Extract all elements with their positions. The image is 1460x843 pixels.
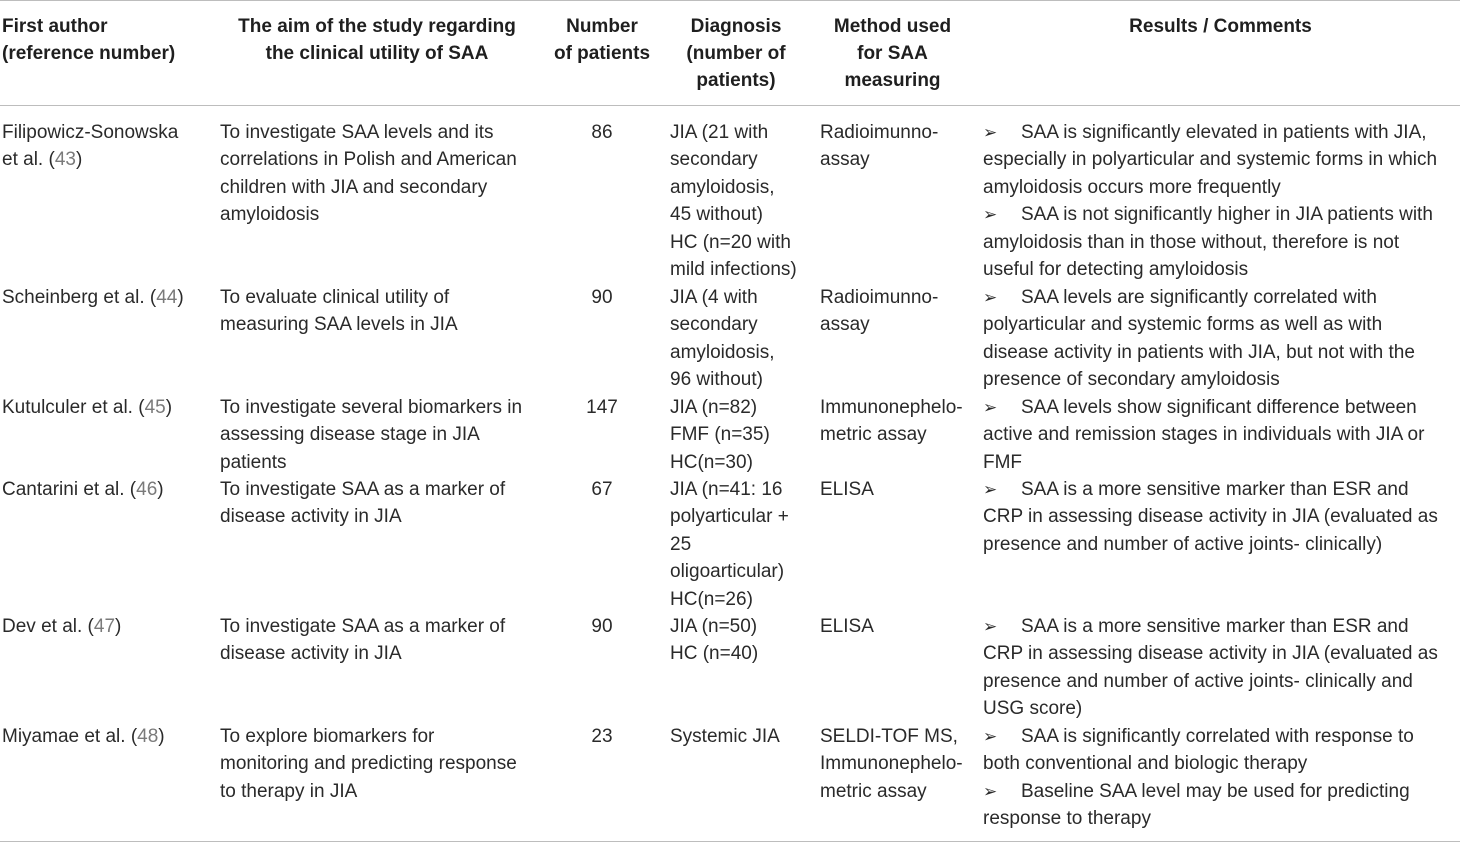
header-patients-line: Number [566,16,638,37]
author-line: Cantarini et al. ( [2,479,137,500]
aim-line: correlations in Polish and American [220,149,517,171]
table-bottom-rule [0,841,1460,842]
result-text: polyarticular and systemic forms as well as with [983,314,1383,336]
result-line [983,640,1458,667]
diagnosis-line: FMF (n=35) [670,424,770,446]
cell-results [983,394,1458,476]
header-method-line: for SAA [857,43,928,64]
result-text: SAA is not significantly higher in JIA patients with [1021,204,1433,226]
author-line: Filipowicz-Sonowska [2,122,179,143]
result-text: presence and number of active joints- clinically) [983,533,1383,555]
cell-author [2,119,207,174]
header-diagnosis-line: patients) [696,70,776,91]
result-text: especially in polyarticular and systemic forms in which [983,149,1438,171]
method-line: metric assay [820,780,927,802]
result-text: disease activity in patients with JIA, but not with the [983,341,1415,363]
cell-method [820,284,975,339]
cell-author [2,284,207,311]
result-line [983,311,1458,338]
result-text: both conventional and biologic therapy [983,753,1308,775]
method-line: SELDI-TOF MS, [820,726,958,747]
result-text: amyloidosis than in those without, therefore is not [983,231,1400,253]
cell-results [983,723,1458,833]
result-line [983,613,1458,640]
cell-method [820,613,975,640]
cell-patients: 90 [591,616,613,637]
diagnosis-line: oligoarticular) [670,561,785,583]
cell-aim [220,613,540,668]
cell-aim [220,476,540,531]
cell-results [983,284,1458,394]
aim-line: To evaluate clinical utility of [220,287,450,308]
aim-line: measuring SAA levels in JIA [220,314,458,336]
result-bullet [983,723,1458,778]
reference-link[interactable]: 44 [156,287,178,308]
header-results [983,13,1458,40]
result-line [983,284,1458,311]
arrow-bullet-icon: ➢ [983,781,998,801]
result-text: USG score) [983,698,1083,720]
cell-results [983,119,1458,283]
arrow-bullet-icon: ➢ [983,288,998,307]
author-line-with-ref [2,476,207,503]
arrow-bullet-icon: ➢ [983,727,998,746]
reference-link[interactable]: 45 [144,397,166,418]
author-line-with-ref [2,723,207,750]
header-aim-line: The aim of the study regarding [238,16,516,37]
cell-results [983,476,1458,558]
aim-line: disease activity in JIA [220,643,402,665]
result-line [983,421,1458,448]
method-line: Radioimunno- [820,122,939,143]
aim-line: children with JIA and secondary [220,176,488,198]
cell-diagnosis [670,476,810,613]
author-line-with-ref [2,613,207,640]
diagnosis-line: JIA (n=50) [670,616,758,637]
result-text: SAA is significantly elevated in patients with JIA, [1021,122,1427,143]
arrow-bullet-icon: ➢ [983,398,998,417]
result-text: CRP in assessing disease activity in JIA (evaluated as [983,506,1438,528]
cell-author [2,476,207,503]
author-close-paren: ) [115,616,122,637]
result-line [983,256,1458,283]
result-text: CRP in assessing disease activity in JIA (evaluated as [983,643,1438,665]
result-line [983,201,1458,228]
reference-link[interactable]: 46 [136,479,158,500]
cell-method [820,394,975,449]
cell-aim [220,119,540,229]
aim-line: To investigate SAA levels and its [220,122,494,143]
author-line: Scheinberg et al. ( [2,287,157,308]
author-close-paren: ) [158,726,165,747]
result-line [983,695,1458,722]
header-author [2,13,207,67]
method-line: metric assay [820,424,927,446]
aim-line: disease activity in JIA [220,506,402,528]
header-diagnosis [662,13,810,94]
header-author-line: First author [2,16,108,37]
header-results-line: Results / Comments [1129,16,1312,37]
result-line [983,339,1458,366]
header-method-line: Method used [833,16,952,37]
result-bullet [983,394,1458,476]
method-line: Immunonephelo- [820,753,963,775]
method-line: assay [820,149,870,171]
author-line-with-ref [2,146,207,173]
result-line [983,229,1458,256]
aim-line: To investigate several biomarkers in [220,397,523,418]
result-line [983,366,1458,393]
result-text: amyloidosis occurs more frequently [983,176,1281,198]
result-line [983,174,1458,201]
diagnosis-line: Systemic JIA [670,726,780,747]
diagnosis-line: HC(n=26) [670,588,753,610]
header-patients-line: of patients [553,43,651,64]
author-close-paren: ) [165,397,173,418]
aim-line: amyloidosis [220,204,320,226]
result-text: SAA is significantly correlated with response to [1021,726,1414,747]
author-line: Dev et al. ( [2,616,94,637]
arrow-bullet-icon: ➢ [983,123,998,142]
method-line: Immunonephelo- [820,397,963,418]
diagnosis-line: polyarticular + [670,506,789,528]
cell-diagnosis [670,723,810,750]
method-line: Radioimunno- [820,287,939,308]
result-text: SAA levels are significantly correlated with [1021,287,1377,308]
author-line: et al. ( [2,149,55,171]
cell-patients: 67 [591,479,613,500]
diagnosis-line: 45 without) [670,204,763,226]
diagnosis-line: mild infections) [670,259,797,281]
author-close-paren: ) [177,287,184,308]
reference-link[interactable]: 43 [54,149,76,171]
result-text: FMF [983,451,1023,473]
diagnosis-line: amyloidosis, [670,341,775,363]
cell-aim [220,723,540,805]
arrow-bullet-icon: ➢ [983,617,998,636]
cell-diagnosis [670,394,810,476]
header-method-line: measuring [844,70,941,91]
diagnosis-line: 25 [670,533,692,555]
result-text: active and remission stages in individuals with JIA or [983,424,1425,446]
cell-diagnosis [670,119,810,283]
cell-patients: 90 [591,287,613,308]
aim-line: to therapy in JIA [220,780,358,802]
header-aim-line: the clinical utility of SAA [265,43,489,64]
result-line [983,503,1458,530]
result-text: response to therapy [983,808,1151,830]
cell-aim [220,394,540,476]
result-bullet [983,476,1458,558]
cell-diagnosis [670,613,810,668]
diagnosis-line: secondary [670,149,758,171]
result-line [983,531,1458,558]
result-bullet [983,201,1458,283]
result-line [983,805,1458,832]
result-line [983,394,1458,421]
result-bullet [983,778,1458,833]
cell-author [2,613,207,640]
arrow-bullet-icon: ➢ [983,205,998,225]
diagnosis-line: HC (n=40) [670,643,759,665]
result-line [983,723,1458,750]
aim-line: assessing disease stage in JIA [220,424,480,446]
author-line: Miyamae et al. ( [2,726,138,747]
reference-link[interactable]: 47 [93,616,116,637]
author-line-with-ref [2,284,207,311]
aim-line: monitoring and predicting response [220,753,517,775]
result-text: SAA is a more sensitive marker than ESR and [1021,616,1409,637]
cell-patients: 147 [586,397,618,418]
author-close-paren: ) [157,479,164,500]
result-line [983,476,1458,503]
result-text: SAA is a more sensitive marker than ESR and [1021,479,1409,500]
cell-author [2,723,207,750]
reference-link[interactable]: 48 [137,726,159,747]
diagnosis-line: JIA (21 with [670,122,769,143]
aim-line: patients [220,451,287,473]
arrow-bullet-icon: ➢ [983,480,998,499]
cell-diagnosis [670,284,810,394]
header-diagnosis-line: Diagnosis [690,16,782,37]
result-text: presence of secondary amyloidosis [983,369,1280,391]
result-text: Baseline SAA level may be used for predicting [1021,780,1410,802]
result-bullet [983,284,1458,394]
cell-method [820,476,975,503]
header-diagnosis-line: (number of [686,43,786,64]
aim-line: To investigate SAA as a marker of [220,616,506,637]
result-line [983,146,1458,173]
cell-author [2,394,207,421]
author-line-with-ref [2,394,207,421]
aim-line: To investigate SAA as a marker of [220,479,506,500]
author-close-paren: ) [75,149,83,171]
diagnosis-line: HC(n=30) [670,451,753,473]
diagnosis-line: secondary [670,314,758,336]
diagnosis-line: JIA (n=41: 16 [670,479,783,500]
header-author-line: (reference number) [2,43,176,64]
result-text: presence and number of active joints- clinically and [983,670,1413,692]
diagnosis-line: JIA (4 with [670,287,758,308]
method-line: assay [820,314,870,336]
cell-method [820,119,975,174]
cell-method [820,723,975,805]
method-line: ELISA [820,479,874,500]
result-line [983,119,1458,146]
cell-results [983,613,1458,723]
result-bullet [983,613,1458,723]
author-line: Kutulculer et al. ( [2,397,145,418]
header-patients [548,13,656,67]
result-line [983,778,1458,805]
cell-patients: 86 [591,122,613,143]
cell-patients: 23 [591,726,613,747]
result-line [983,750,1458,777]
result-text: useful for detecting amyloidosis [983,259,1249,281]
aim-line: To explore biomarkers for [220,726,435,747]
result-text: SAA levels show significant difference between [1021,397,1417,418]
method-line: ELISA [820,616,874,637]
diagnosis-line: amyloidosis, [670,176,775,198]
header-aim [212,13,542,67]
diagnosis-line: HC (n=20 with [670,231,791,253]
cell-aim [220,284,540,339]
result-line [983,449,1458,476]
header-method [815,13,970,94]
result-bullet [983,119,1458,201]
result-line [983,668,1458,695]
diagnosis-line: 96 without) [670,369,763,391]
diagnosis-line: JIA (n=82) [670,397,758,418]
table-header [0,1,1460,106]
